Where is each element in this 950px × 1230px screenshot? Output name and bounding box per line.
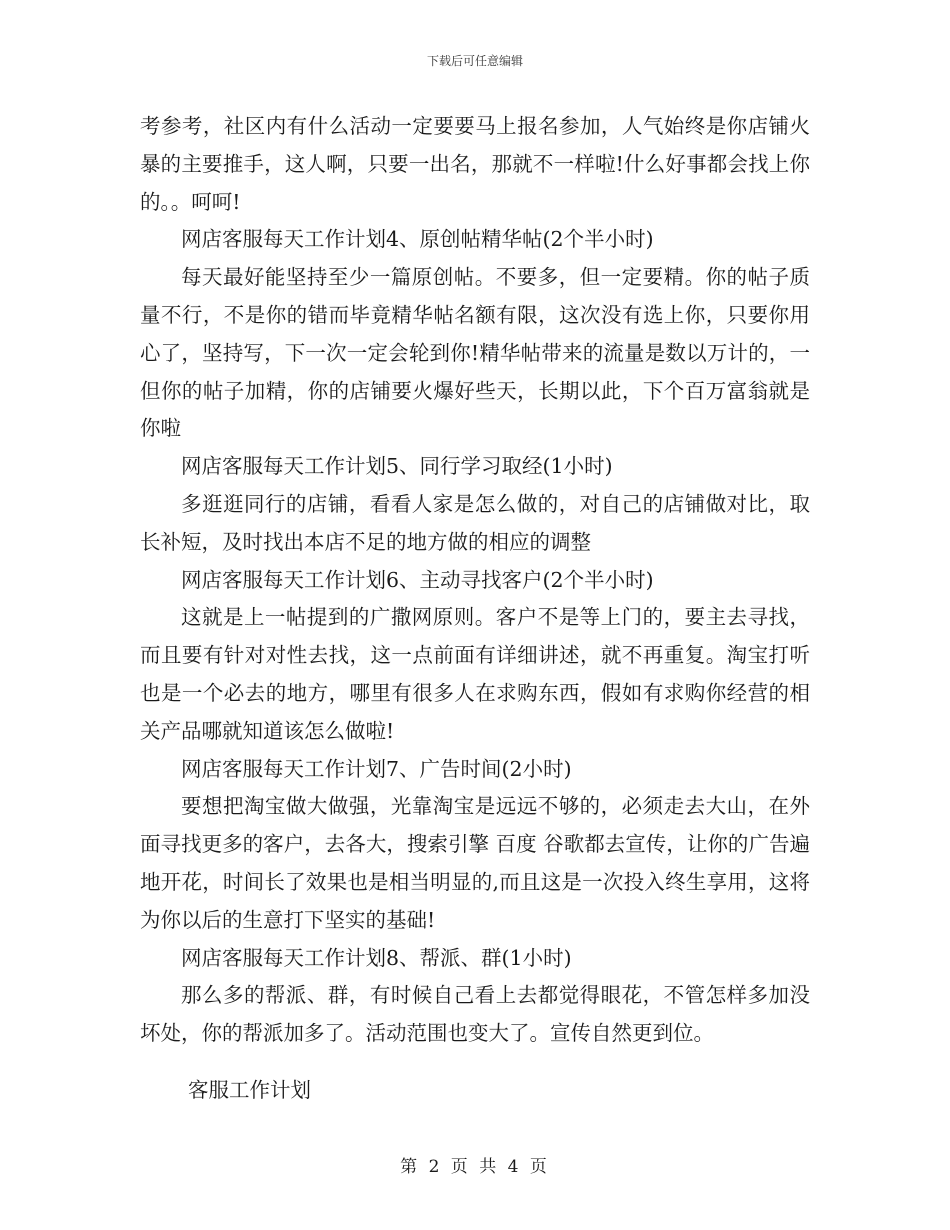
page-footer: 第 2 页 共 4 页 — [400, 1157, 550, 1177]
paragraph-peer-learning: 多逛逛同行的店铺，看看人家是怎么做的，对自己的店铺做对比，取长补短，及时找出本店不足的地方做的相应的调整 — [140, 491, 810, 554]
section-heading-5: 网店客服每天工作计划5、同行学习取经(1小时) — [181, 454, 613, 479]
section-heading-6: 网店客服每天工作计划6、主动寻找客户(2个半小时) — [181, 567, 654, 592]
paragraph-advertising: 要想把淘宝做大做强，光靠淘宝是远远不够的，必须走去大山，在外面寻找更多的客户，去各大，搜索引擎 百度 谷歌都去宣传，让你的广告遍地开花，时间长了效果也是相当明显的,而且这是一次投入终生享用，这将为你以后的生意打下坚实的基础! — [140, 794, 810, 932]
paragraph-find-customers: 这就是上一帖提到的广撒网原则。客户不是等上门的，要主去寻找，而且要有针对对性去找，这一点前面有详细讲述，就不再重复。淘宝打听也是一个必去的地方，哪里有很多人在求购东西，假如有求购你经营的相关产品哪就知道该怎么做啦! — [140, 605, 810, 743]
page-header: 下载后可任意编辑 — [426, 54, 523, 68]
section-heading-8: 网店客服每天工作计划8、帮派、群(1小时) — [181, 945, 572, 970]
section-heading-4: 网店客服每天工作计划4、原创帖精华帖(2个半小时) — [181, 227, 654, 252]
paragraph-continued: 考参考，社区内有什么活动一定要要马上报名参加，人气始终是你店铺火暴的主要推手，这人啊，只要一出名，那就不一样啦!什么好事都会找上你的。。呵呵! — [140, 114, 810, 214]
paragraph-original-posts: 每天最好能坚持至少一篇原创帖。不要多，但一定要精。你的帖子质量不行，不是你的错而毕竟精华帖名额有限，这次没有选上你，只要你用心了，坚持写，下一次一定会轮到你!精华帖带来的流量是数以万计的，一但你的帖子加精，你的店铺要火爆好些天，长期以此，下个百万富翁就是你啦 — [140, 265, 810, 441]
final-heading: 客服工作计划 — [188, 1078, 311, 1102]
paragraph-groups: 那么多的帮派、群，有时候自己看上去都觉得眼花，不管怎样多加没坏处，你的帮派加多了。活动范围也变大了。宣传自然更到位。 — [140, 983, 810, 1046]
document-body — [140, 108, 810, 1053]
section-heading-7: 网店客服每天工作计划7、广告时间(2小时) — [181, 756, 572, 781]
